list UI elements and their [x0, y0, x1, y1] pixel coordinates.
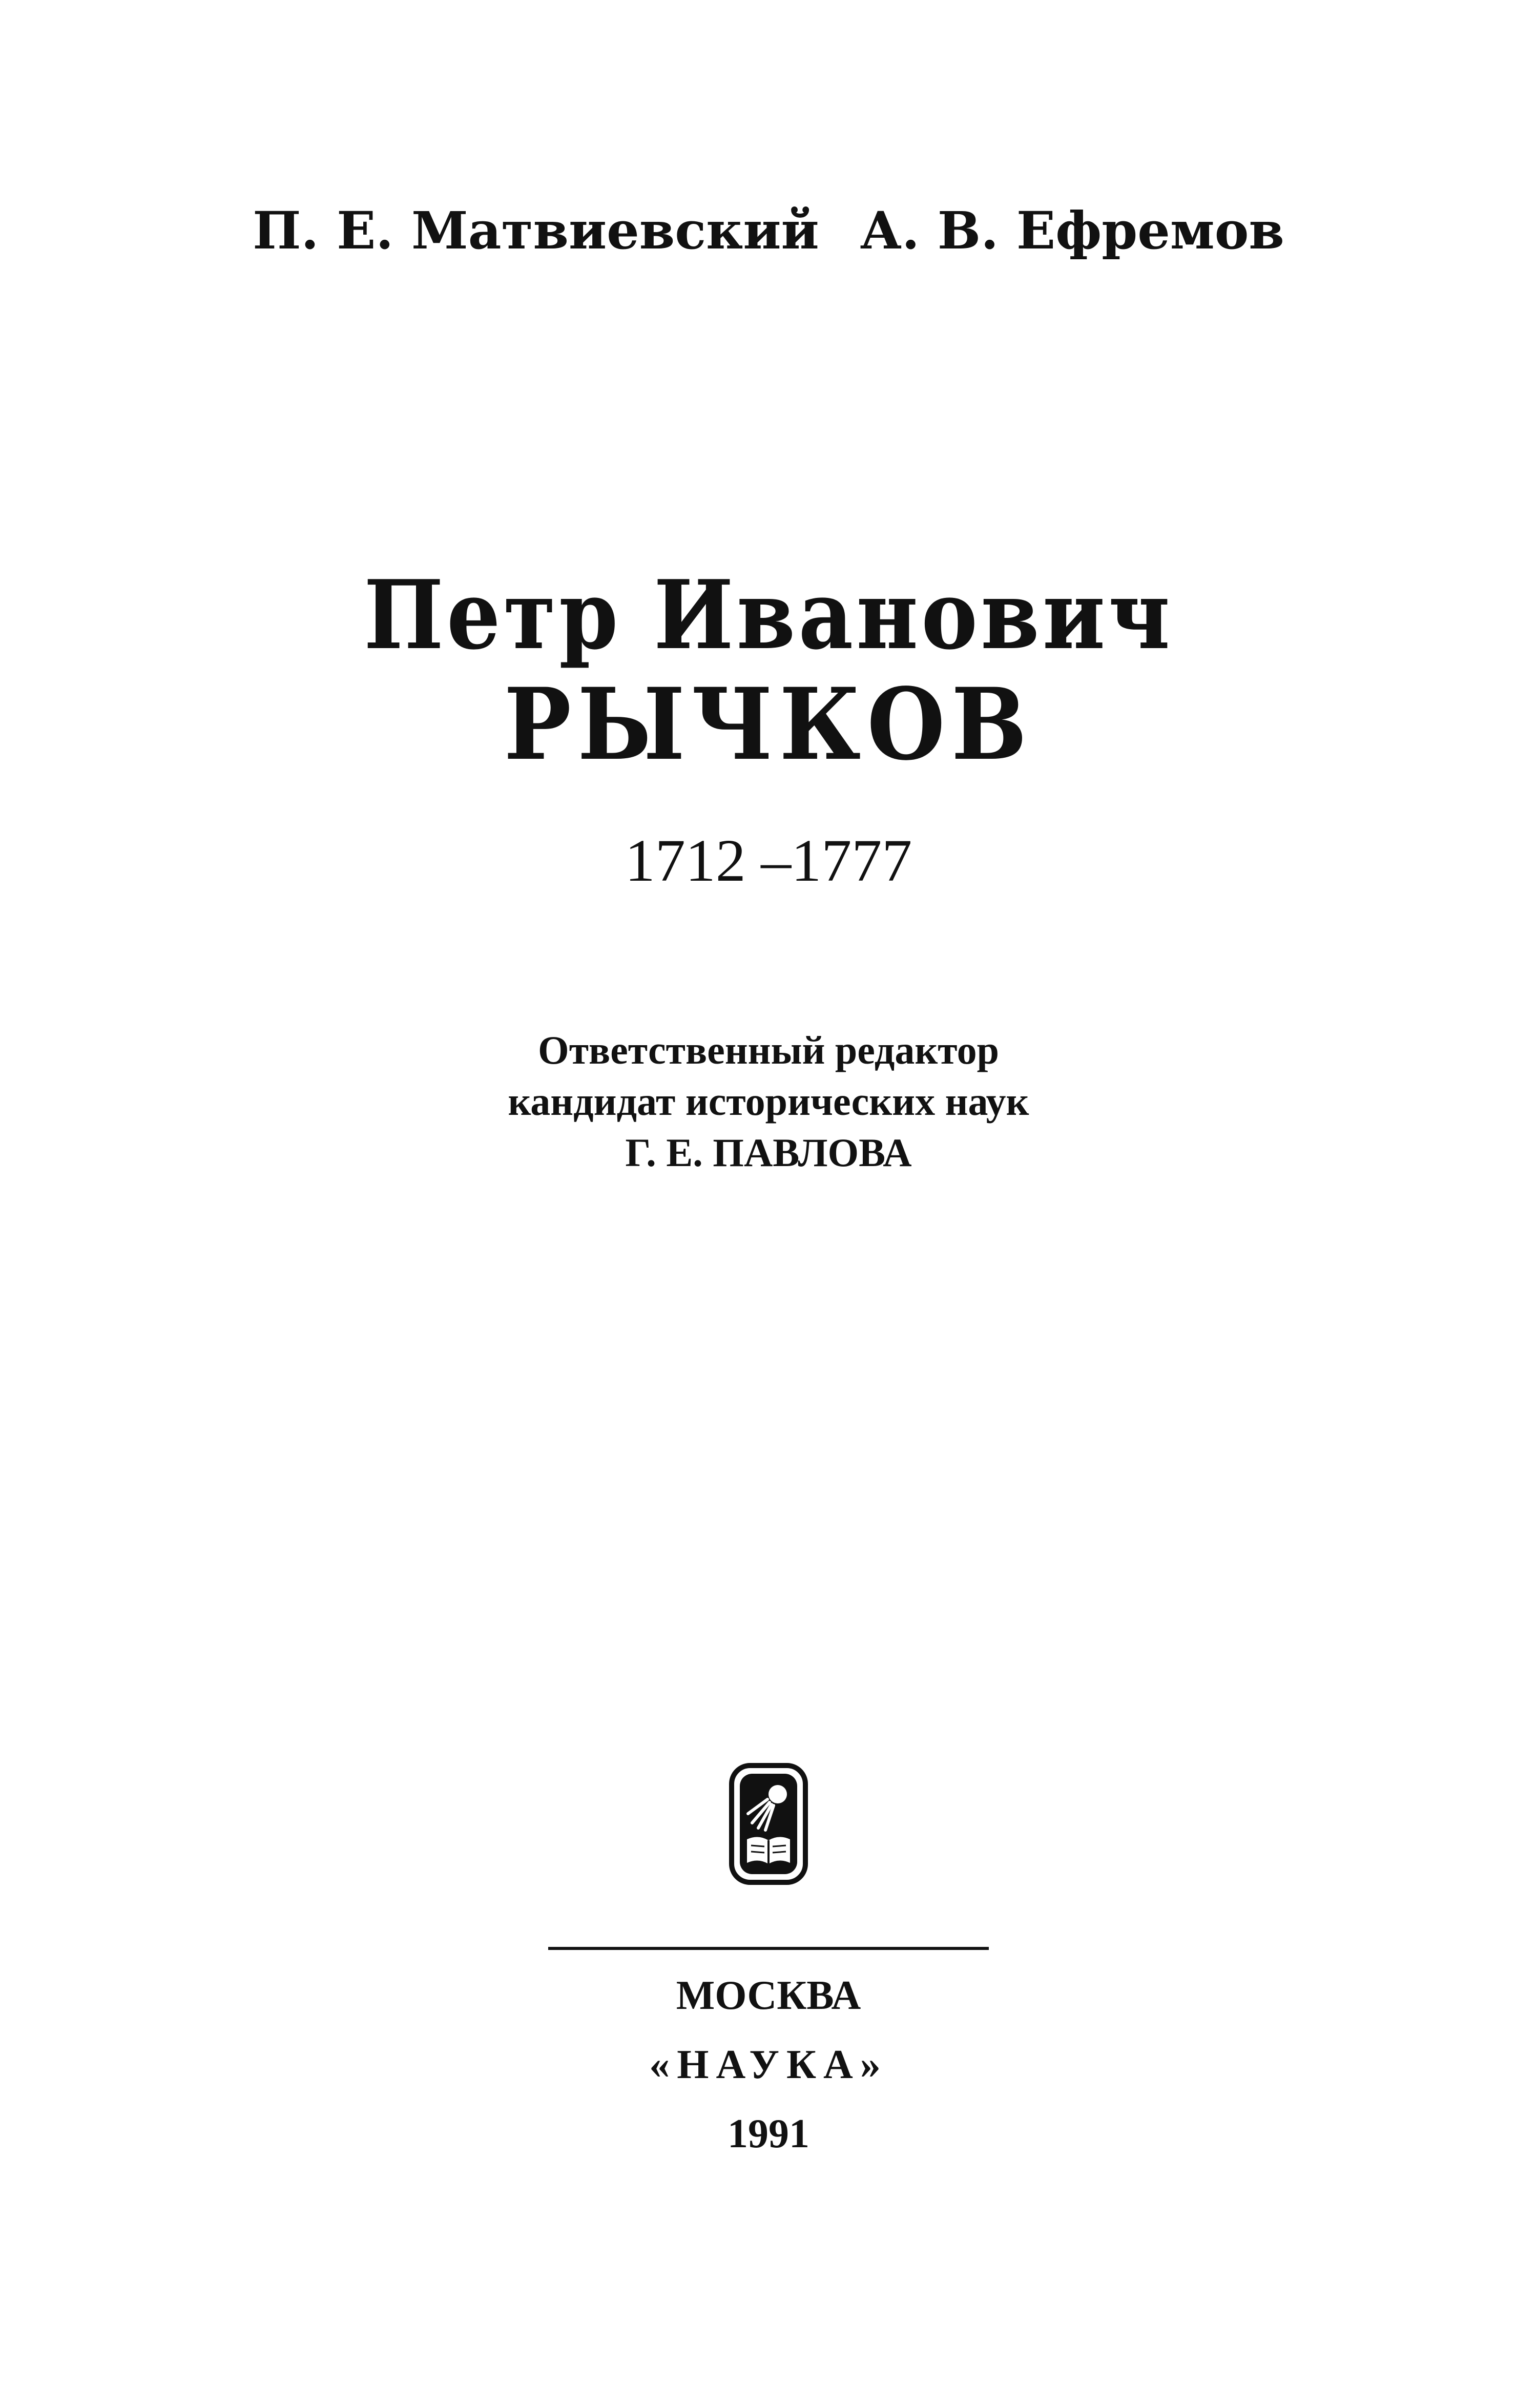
life-years: 1712 –1777	[625, 827, 912, 894]
authors-line	[0, 195, 1537, 266]
author-1: П. Е. Матвиевский	[253, 200, 819, 261]
author-2: А. В. Ефремов	[860, 200, 1284, 261]
imprint-year: 1991	[728, 2111, 809, 2156]
book-title-line-1: Петр Иванович	[364, 559, 1173, 671]
divider-rule	[548, 1947, 989, 1950]
editor-degree: кандидат исторических наук	[508, 1079, 1029, 1124]
nauka-publisher-emblem-icon	[729, 1762, 808, 1885]
imprint-city: МОСКВА	[676, 1973, 861, 2018]
editor-name: Г. Е. ПАВЛОВА	[625, 1130, 912, 1175]
editor-role: Ответственный редактор	[538, 1028, 999, 1072]
imprint-publisher: «НАУКА»	[649, 2042, 888, 2087]
book-title-line-2: РЫЧКОВ	[504, 667, 1033, 783]
